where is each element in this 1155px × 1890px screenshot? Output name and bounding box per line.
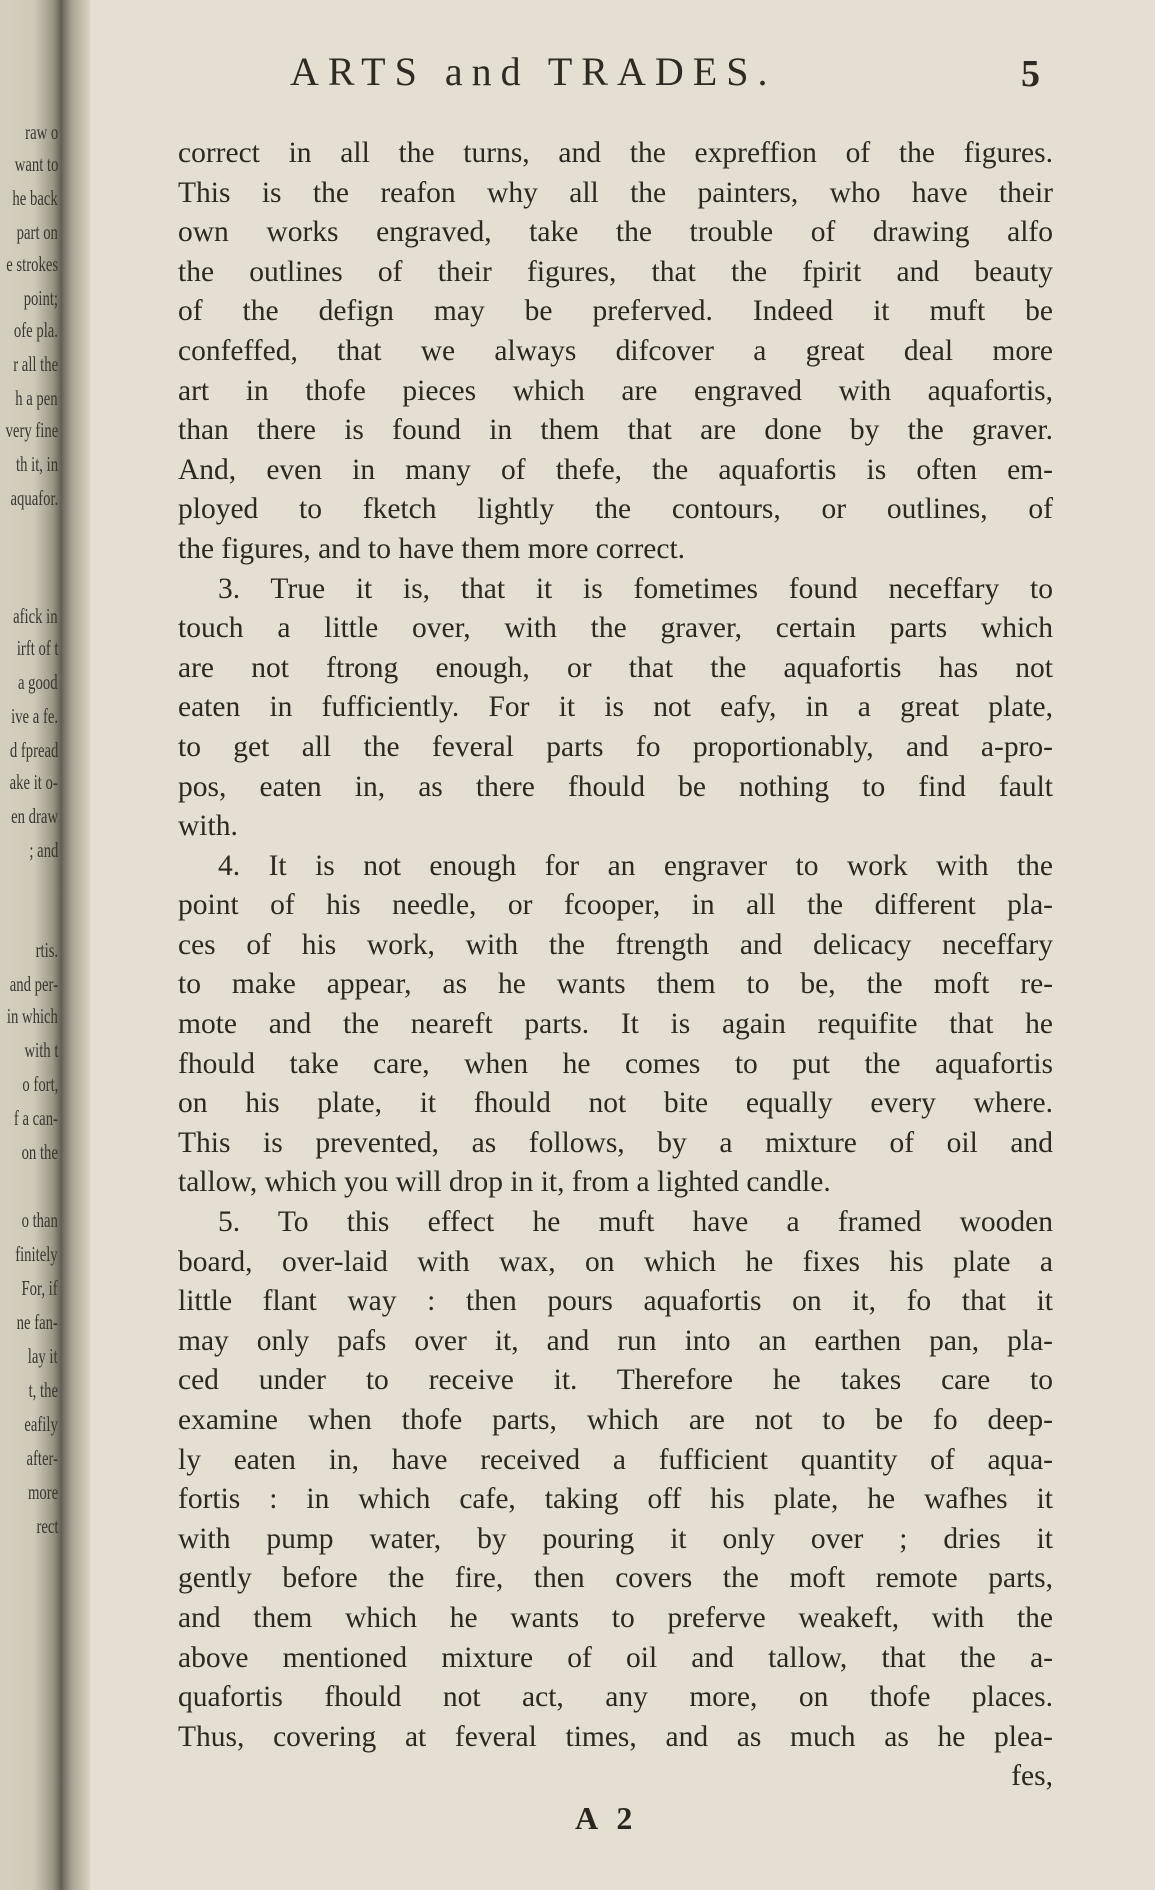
- page-number: 5: [1021, 53, 1040, 95]
- text-line: to make appear, as he wants them to be, the moft re-: [178, 968, 1053, 1001]
- signature-mark: A 2: [575, 1800, 639, 1836]
- text-line: art in thofe pieces which are engraved with aquafortis,: [178, 374, 1053, 407]
- facing-page-fragment: h a pen: [15, 386, 58, 410]
- text-line: eaten in fufficiently. For it is not eafy, in a great plate,: [178, 691, 1053, 724]
- text-line: 5. To this effect he muft have a framed wooden: [218, 1206, 1053, 1239]
- facing-page-fragment: more: [27, 1480, 58, 1504]
- facing-page-fragment: ofe pla.: [13, 318, 58, 342]
- text-line: quafortis fhould not act, any more, on thofe places.: [178, 1681, 1053, 1714]
- facing-page-fragment: after-: [26, 1446, 58, 1470]
- facing-page-fragment: f a can-: [13, 1106, 58, 1130]
- facing-page-fragment: e strokes: [6, 252, 58, 276]
- text-line: fhould take care, when he comes to put the aquafortis: [178, 1047, 1053, 1080]
- facing-page-fragment: ive a fe.: [11, 704, 58, 728]
- facing-page-fragment: want to: [14, 152, 58, 176]
- text-line: ced under to receive it. Therefore he takes care to: [178, 1364, 1053, 1397]
- facing-page-fragment: irft of t: [16, 636, 58, 660]
- body-text: [178, 134, 1053, 1757]
- catchword: fes,: [1011, 1760, 1053, 1792]
- text-line: are not ftrong enough, or that the aquafortis has not: [178, 651, 1053, 684]
- text-line: than there is found in them that are done by the graver.: [178, 414, 1053, 447]
- facing-page-fragment: afick in: [13, 604, 58, 628]
- facing-page-fragment: o fort,: [22, 1072, 58, 1096]
- facing-page-fragment: he back: [12, 186, 58, 210]
- facing-page-fragment: aquafor.: [10, 486, 58, 510]
- facing-page-fragment: on the: [21, 1140, 58, 1164]
- text-line: and them which he wants to preferve weakeft, with the: [178, 1601, 1053, 1634]
- facing-page-fragment: finitely: [15, 1242, 58, 1266]
- facing-page-fragment: ake it o-: [9, 770, 58, 794]
- facing-page-fragment: en draw: [11, 804, 58, 828]
- text-line: confeffed, that we always difcover a great deal more: [178, 334, 1053, 367]
- facing-page-fragment: point;: [23, 286, 58, 310]
- text-line: may only pafs over it, and run into an earthen pan, pla-: [178, 1324, 1053, 1357]
- text-line: to get all the feveral parts fo proportionably, and a-pro-: [178, 730, 1053, 763]
- facing-page-fragment: ne fan-: [16, 1310, 58, 1334]
- facing-page-fragment: d fpread: [9, 738, 58, 762]
- text-line: ces of his work, with the ftrength and delicacy neceffary: [178, 928, 1053, 961]
- text-line: little flant way : then pours aquafortis on it, fo that it: [178, 1285, 1053, 1318]
- facing-page-fragment: rect: [35, 1514, 58, 1538]
- text-line: examine when thofe parts, which are not to be fo deep-: [178, 1404, 1053, 1436]
- facing-page-fragment: a good: [18, 670, 58, 694]
- text-line: tallow, which you will drop in it, from a lighted candle.: [178, 1166, 831, 1199]
- text-line: gently before the fire, then covers the moft remote parts,: [178, 1562, 1053, 1595]
- text-line: This is the reafon why all the painters, who have their: [178, 176, 1053, 209]
- text-line: above mentioned mixture of oil and tallow, that the a-: [178, 1641, 1053, 1674]
- text-line: with.: [178, 810, 238, 843]
- text-line: pos, eaten in, as there fhould be nothing to find fault: [178, 770, 1053, 803]
- text-line: touch a little over, with the graver, certain parts which: [178, 612, 1053, 645]
- facing-page-fragment: and per-: [9, 972, 58, 996]
- facing-page-fragment: r all the: [13, 352, 58, 376]
- text-line: point of his needle, or fcooper, in all the different pla-: [178, 889, 1053, 922]
- running-title: ARTS and TRADES.: [290, 49, 777, 94]
- facing-page-fragment: lay it: [28, 1344, 58, 1368]
- text-line: This is prevented, as follows, by a mixture of oil and: [178, 1126, 1053, 1159]
- text-line: 3. True it is, that it is fometimes found neceffary to: [218, 572, 1053, 605]
- facing-page-fragment: in which: [6, 1004, 58, 1028]
- text-line: board, over-laid with wax, on which he fixes his plate a: [178, 1245, 1053, 1278]
- facing-page-fragment: o than: [21, 1208, 58, 1232]
- text-line: the figures, and to have them more correct.: [178, 532, 686, 565]
- book-spine-shadow: [62, 0, 90, 1890]
- text-line: with pump water, by pouring it only over ; dries it: [178, 1522, 1053, 1555]
- text-line: 4. It is not enough for an engraver to work with the: [218, 849, 1053, 882]
- facing-page-edge: [0, 0, 62, 1890]
- text-line: correct in all the turns, and the expreffion of the figures.: [178, 137, 1053, 169]
- text-line: of the defign may be preferved. Indeed it muft be: [178, 295, 1053, 328]
- facing-page-fragment: t, the: [28, 1378, 58, 1402]
- page-header: [200, 48, 1050, 98]
- facing-page-fragment: part on: [16, 220, 58, 244]
- facing-page-fragment: very fine: [5, 418, 58, 442]
- text-line: ly eaten in, have received a fufficient quantity of aqua-: [178, 1443, 1053, 1476]
- facing-page-fragment: th it, in: [15, 452, 58, 476]
- text-line: on his plate, it fhould not bite equally every where.: [178, 1087, 1053, 1120]
- facing-page-fragment: ; and: [29, 838, 58, 862]
- facing-page-fragment: For, if: [21, 1276, 58, 1300]
- facing-page-fragment: raw o: [24, 120, 58, 144]
- facing-page-fragment: rtis.: [35, 938, 58, 962]
- text-line: own works engraved, take the trouble of drawing alfo: [178, 216, 1053, 249]
- text-line: And, even in many of thefe, the aquafortis is often em-: [178, 453, 1053, 486]
- text-line: mote and the neareft parts. It is again requifite that he: [178, 1008, 1053, 1041]
- facing-page-fragment: with t: [24, 1038, 58, 1062]
- text-line: Thus, covering at feveral times, and as much as he plea-: [178, 1720, 1053, 1753]
- facing-page-fragment: eafily: [24, 1412, 58, 1436]
- text-line: the outlines of their figures, that the fpirit and beauty: [178, 255, 1053, 288]
- text-line: fortis : in which cafe, taking off his plate, he wafhes it: [178, 1483, 1053, 1516]
- text-line: ployed to fketch lightly the contours, or outlines, of: [178, 493, 1053, 526]
